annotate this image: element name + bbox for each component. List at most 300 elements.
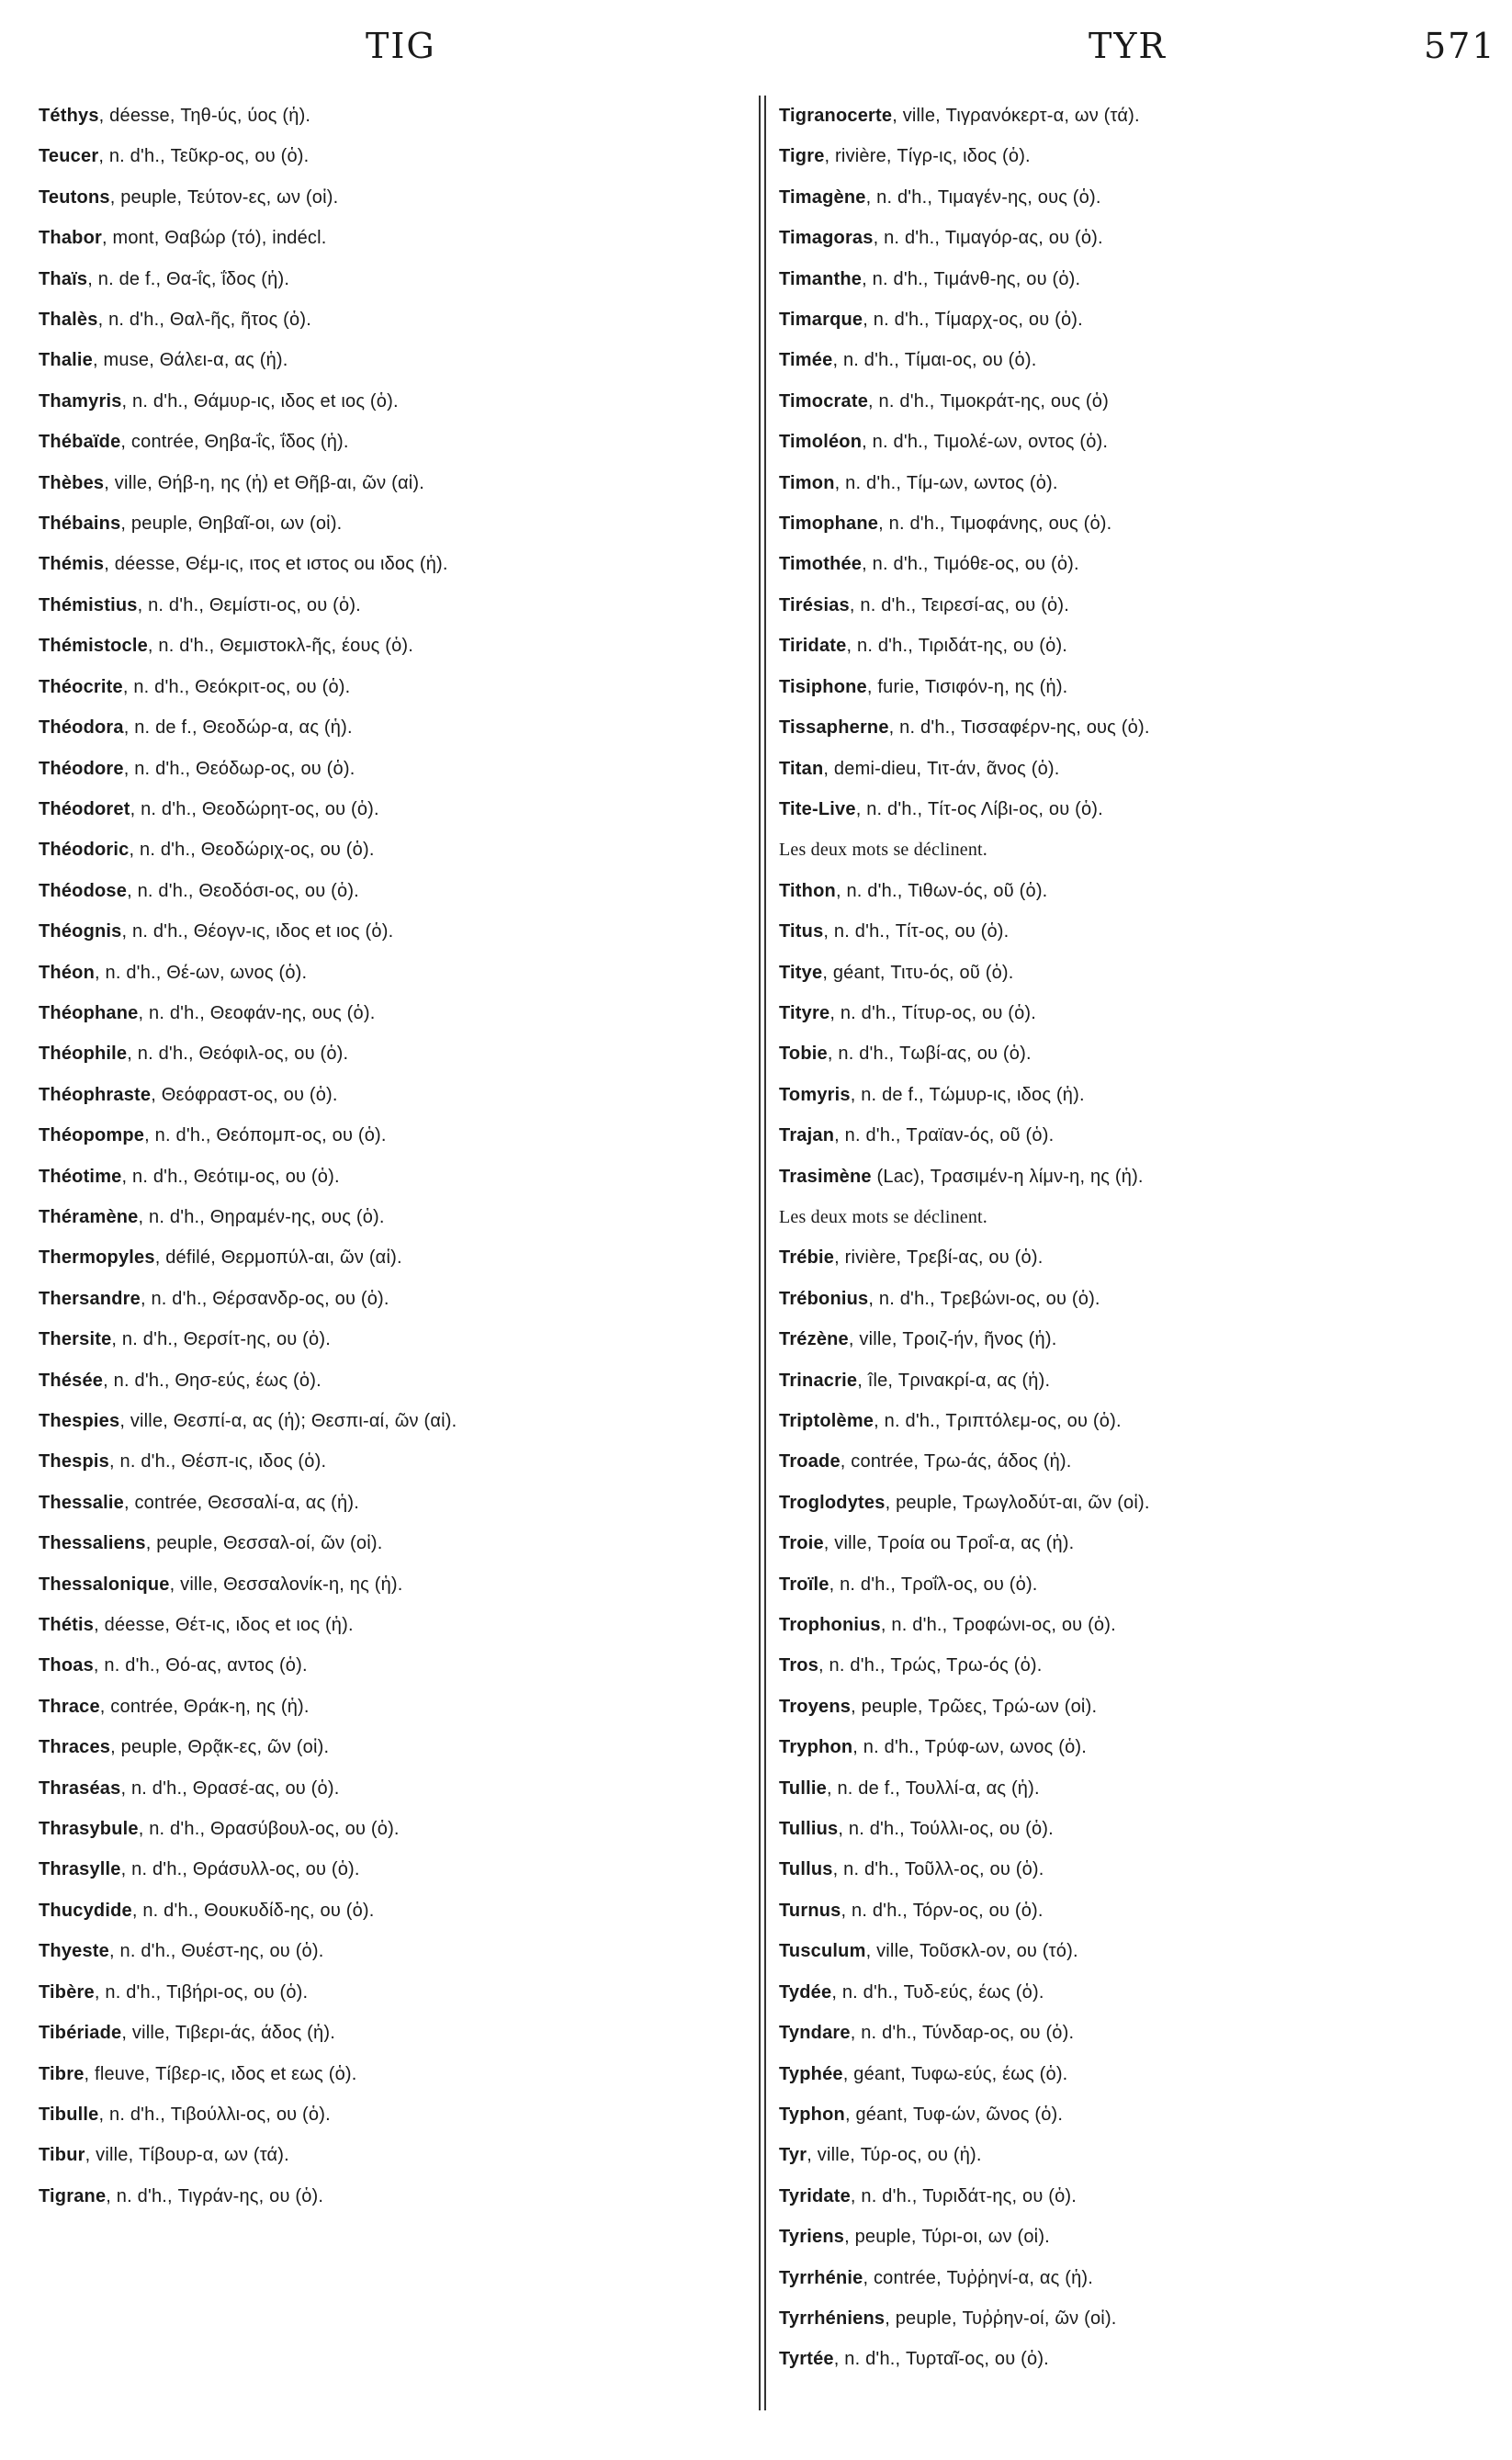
entry-definition: , n. d'h., Θουκυδίδ-ης, ου (ὁ). (131, 1900, 375, 1921)
dictionary-entry (779, 1483, 1495, 1523)
dictionary-entry (779, 1401, 1495, 1441)
dictionary-entry (779, 1768, 1495, 1809)
right-column (779, 96, 1495, 2380)
dictionary-entry (39, 1727, 755, 1767)
entry-definition: , n. d'h., Τύνδαρ-ος, ου (ὁ). (850, 2023, 1075, 2044)
entry-definition: , n. d'h., Τίμαι-ος, ου (ὁ). (832, 350, 1037, 371)
entry-headword: Troade (779, 1451, 841, 1473)
dictionary-entry (39, 993, 755, 1033)
dictionary-entry (39, 667, 755, 707)
entry-headword: Tigranocerte (779, 106, 893, 126)
entry-headword: Timoléon (779, 432, 863, 453)
entry-definition: , ville, Τιγρανόκερτ-α, ων (τά). (892, 106, 1140, 126)
entry-headword: Tullius (779, 1819, 839, 1840)
entry-definition: , n. d'h., Τειρεσί-ας, ου (ὁ). (849, 594, 1069, 615)
entry-headword: Tityre (779, 1002, 830, 1023)
dictionary-entry (39, 749, 755, 789)
entry-headword: Thraces (39, 1737, 111, 1758)
entry-headword: Tomyris (779, 1084, 851, 1105)
entry-headword: Tullie (779, 1777, 827, 1799)
entry-definition: , n. d'h., Θεμίστι-ος, ου (ὁ). (137, 594, 361, 615)
entry-headword: Thucydide (39, 1900, 132, 1921)
entry-headword: Théodore (39, 758, 124, 779)
entry-definition: , n. d'h., Τιβήρι-ος, ου (ὁ). (94, 1981, 309, 2003)
entry-definition: , déesse, Θέτ-ις, ιδος et ιος (ἡ). (94, 1615, 354, 1636)
entry-note (779, 829, 1495, 870)
dictionary-entry (39, 1890, 755, 1931)
entry-definition: , n. d'h., Τρεβώνι-ος, ου (ὁ). (868, 1288, 1100, 1309)
dictionary-entry (779, 299, 1495, 340)
dictionary-entry (39, 259, 755, 299)
entry-headword: Teucer (39, 146, 99, 167)
dictionary-entry (39, 136, 755, 176)
entry-definition: , rivière, Τίγρ-ις, ιδος (ὁ). (824, 146, 1031, 167)
entry-definition: , déesse, Τηθ-ύς, ύος (ἡ). (98, 106, 311, 126)
entry-definition: , n. d'h., Θεόκριτ-ος, ου (ὁ). (122, 676, 351, 697)
entry-definition: , n. d'h., Θερσίτ-ης, ου (ὁ). (111, 1329, 331, 1350)
entry-headword: Thébaïde (39, 432, 121, 453)
entry-headword: Thermopyles (39, 1247, 155, 1269)
entry-headword: Timagoras (779, 228, 874, 249)
entry-definition: , n. d'h., Θέογν-ις, ιδος et ιος (ὁ). (121, 921, 394, 942)
entry-definition: , contrée, Θηβα-ΐς, ΐδος (ἡ). (120, 432, 349, 453)
entry-headword: Thrace (39, 1696, 100, 1717)
dictionary-entry (39, 1157, 755, 1197)
entry-headword: Tite-Live (779, 798, 856, 819)
dictionary-entry (779, 544, 1495, 584)
entry-headword: Thespis (39, 1451, 109, 1473)
dictionary-entry (779, 1523, 1495, 1563)
dictionary-entry (779, 1237, 1495, 1278)
dictionary-entry (39, 381, 755, 422)
dictionary-entry (779, 1687, 1495, 1727)
entry-headword: Teutons (39, 186, 110, 208)
dictionary-entry (779, 1605, 1495, 1645)
entry-definition: , ville, Θήβ-η, ης (ἡ) et Θῆβ-αι, ῶν (αἱ). (104, 472, 424, 493)
dictionary-entry (39, 2013, 755, 2053)
entry-headword: Thabor (39, 228, 102, 249)
entry-headword: Tyriens (779, 2227, 845, 2248)
entry-definition: , n. d'h., Θρασύβουλ-ος, ου (ὁ). (138, 1819, 400, 1840)
entry-headword: Typhée (779, 2063, 843, 2084)
entry-headword: Tros (779, 1655, 819, 1676)
entry-definition: , mont, Θαβώρ (τό), indécl. (101, 228, 327, 249)
dictionary-entry (39, 1564, 755, 1605)
entry-headword: Tibère (39, 1981, 95, 2003)
dictionary-entry (39, 1360, 755, 1401)
entry-definition: , n. d'h., Θησ-εύς, έως (ὁ). (103, 1370, 322, 1391)
entry-headword: Thalès (39, 310, 98, 331)
entry-definition: , ville, Θεσπί-α, ας (ἡ); Θεσπι-αί, ῶν (αἱ). (119, 1411, 457, 1431)
dictionary-entry (779, 2258, 1495, 2298)
entry-definition: , peuple, Τυῤῥην-οί, ῶν (οἱ). (885, 2308, 1117, 2329)
dictionary-entry (779, 911, 1495, 952)
dictionary-entry (779, 503, 1495, 544)
entry-headword: Théognis (39, 921, 122, 942)
dictionary-entry (39, 96, 755, 136)
entry-headword: Tithon (779, 880, 836, 901)
dictionary-entry (39, 1483, 755, 1523)
dictionary-entry (39, 299, 755, 340)
entry-definition: , n. d'h., Τρώς, Τρω-ός (ὁ). (818, 1655, 1043, 1676)
entry-definition: , n. d'h., Τεῦκρ-ος, ου (ὁ). (98, 146, 310, 167)
entry-definition: , n. d'h., Τρύφ-ων, ωνος (ὁ). (852, 1737, 1088, 1758)
dictionary-entry (39, 1401, 755, 1441)
entry-definition: , n. d'h., Τίμ-ων, ωντος (ὁ). (834, 472, 1058, 493)
entry-headword: Théramène (39, 1206, 139, 1227)
dictionary-entry (39, 829, 755, 870)
entry-definition: , n. de f., Τώμυρ-ις, ιδος (ἡ). (850, 1084, 1085, 1105)
entry-definition: , n. d'h., Θεμιστοκλ-ῆς, έους (ὁ). (147, 636, 414, 657)
entry-headword: Théocrite (39, 676, 123, 697)
dictionary-entry (39, 1605, 755, 1645)
dictionary-entry (779, 993, 1495, 1033)
entry-definition: , ville, Τύρ-ος, ου (ἡ). (807, 2145, 982, 2166)
dictionary-entry (39, 1033, 755, 1074)
entry-headword: Tryphon (779, 1737, 853, 1758)
entry-definition: , n. d'h., Θεόπομπ-ος, ου (ὁ). (144, 1125, 387, 1146)
entry-definition: , n. d'h., Θεοδώριχ-ος, ου (ὁ). (129, 840, 375, 861)
dictionary-entry (779, 177, 1495, 218)
dictionary-entry (779, 585, 1495, 626)
dictionary-entry (779, 2135, 1495, 2175)
entry-headword: Timon (779, 472, 835, 493)
entry-headword: Tibre (39, 2063, 85, 2084)
entry-headword: Tyndare (779, 2023, 851, 2044)
entry-definition: , n. d'h., Θυέστ-ης, ου (ὁ). (109, 1941, 324, 1962)
dictionary-entry (779, 707, 1495, 748)
dictionary-entry (779, 1727, 1495, 1767)
entry-headword: Tyr (779, 2145, 807, 2166)
dictionary-entry (779, 2094, 1495, 2135)
entry-definition: , peuple, Τρῶες, Τρώ-ων (οἱ). (851, 1696, 1098, 1717)
entry-headword: Troyens (779, 1696, 852, 1717)
entry-note (779, 1197, 1495, 1237)
dictionary-entry (39, 340, 755, 380)
dictionary-entry (39, 1279, 755, 1319)
entry-definition: , géant, Τιτυ-ός, οῦ (ὁ). (822, 962, 1014, 983)
entry-headword: Thèbes (39, 472, 105, 493)
entry-headword: Thoas (39, 1655, 94, 1676)
dictionary-entry (779, 749, 1495, 789)
entry-headword: Tusculum (779, 1941, 866, 1962)
entry-definition: , n. d'h., Τυδ-εύς, έως (ὁ). (831, 1981, 1044, 2003)
dictionary-entry (779, 136, 1495, 176)
entry-headword: Thrasylle (39, 1859, 121, 1880)
dictionary-entry (39, 1809, 755, 1849)
entry-definition: , n. d'h., Τίτ-ος, ου (ὁ). (823, 921, 1010, 942)
entry-definition: , n. d'h., Τροφώνι-ος, ου (ὁ). (880, 1615, 1116, 1636)
dictionary-entry (779, 953, 1495, 993)
entry-definition: , n. d'h., Τριπτόλεμ-ος, ου (ὁ). (874, 1411, 1122, 1431)
entry-definition: , n. d'h., Θάμυρ-ις, ιδος et ιος (ὁ). (121, 390, 399, 412)
entry-definition: , n. d'h., Τωβί-ας, ου (ὁ). (827, 1044, 1032, 1065)
entry-headword: Tyrrhéniens (779, 2308, 886, 2329)
entry-definition: , peuple, Θεσσαλ-οί, ῶν (οἱ). (145, 1533, 383, 1554)
dictionary-entry (39, 422, 755, 462)
entry-headword: Timophane (779, 513, 879, 535)
entry-headword: Tiridate (779, 636, 847, 657)
entry-definition: , n. d'h., Τροΐλ-ος, ου (ὁ). (829, 1574, 1038, 1595)
entry-headword: Titan (779, 758, 824, 779)
entry-definition: , Θεόφραστ-ος, ου (ὁ). (151, 1084, 338, 1105)
entry-definition: , n. d'h., Τιμοκράτ-ης, ους (ὁ) (868, 390, 1109, 412)
entry-headword: Timarque (779, 310, 863, 331)
entry-headword: Troïle (779, 1574, 829, 1595)
dictionary-entry (779, 2217, 1495, 2257)
dictionary-entry (779, 422, 1495, 462)
entry-headword: Tobie (779, 1044, 828, 1065)
dictionary-entry (39, 218, 755, 258)
entry-headword: Thessaliens (39, 1533, 146, 1554)
entry-headword: Tirésias (779, 594, 850, 615)
entry-definition: , déesse, Θέμ-ις, ιτος et ιστος ou ιδος (ἡ). (104, 554, 448, 575)
dictionary-entry (779, 871, 1495, 911)
entry-definition: , n. d'h., Τιβούλλι-ος, ου (ὁ). (98, 2104, 331, 2125)
dictionary-entry (779, 1319, 1495, 1360)
entry-headword: Titus (779, 921, 824, 942)
dictionary-entry (779, 1972, 1495, 2013)
entry-definition: , ville, Τιβερι-άς, άδος (ἡ). (121, 2023, 335, 2044)
dictionary-entry (39, 1237, 755, 1278)
dictionary-entry (779, 667, 1495, 707)
running-head-left: TIG (366, 26, 436, 66)
dictionary-entry (39, 1197, 755, 1237)
entry-definition: , n. d'h., Θεόδωρ-ος, ου (ὁ). (123, 758, 355, 779)
dictionary-entry (39, 1687, 755, 1727)
dictionary-entry (779, 2013, 1495, 2053)
entry-headword: Thébains (39, 513, 121, 535)
entry-headword: Tigre (779, 146, 825, 167)
entry-definition: , n. d'h., Θαλ-ῆς, ῆτος (ὁ). (97, 310, 311, 331)
dictionary-entry (779, 1115, 1495, 1156)
entry-headword: Trajan (779, 1125, 835, 1146)
entry-definition: , n. d'h., Τιμόθε-ος, ου (ὁ). (862, 554, 1079, 575)
entry-definition: , peuple, Θρᾷκ-ες, ῶν (οἱ). (110, 1737, 330, 1758)
left-column (39, 96, 755, 2217)
entry-headword: Troie (779, 1533, 824, 1554)
entry-headword: Tullus (779, 1859, 833, 1880)
entry-headword: Thespies (39, 1411, 120, 1431)
dictionary-entry (39, 1075, 755, 1115)
dictionary-entry (779, 259, 1495, 299)
entry-headword: Thersite (39, 1329, 112, 1350)
running-head-right: TYR (1089, 26, 1168, 66)
entry-definition: Les deux mots se déclinent. (779, 840, 988, 861)
entry-definition: , n. d'h., Τοῦλλ-ος, ου (ὁ). (832, 1859, 1044, 1880)
entry-headword: Thyeste (39, 1941, 109, 1962)
dictionary-entry (779, 218, 1495, 258)
entry-headword: Timocrate (779, 390, 869, 412)
entry-headword: Théopompe (39, 1125, 145, 1146)
entry-definition: , n. d'h., Τισσαφέρν-ης, ους (ὁ). (888, 717, 1150, 739)
entry-headword: Thémistius (39, 594, 138, 615)
dictionary-entry (779, 626, 1495, 666)
entry-headword: Tydée (779, 1981, 832, 2003)
dictionary-entry (779, 789, 1495, 829)
dictionary-entry (779, 463, 1495, 503)
entry-definition: , n. d'h., Θηραμέν-ης, ους (ὁ). (138, 1206, 385, 1227)
entry-definition: , n. d'h., Τιμαγόρ-ας, ου (ὁ). (873, 228, 1103, 249)
entry-headword: Théodose (39, 880, 128, 901)
page-number: 571 (1424, 26, 1496, 66)
entry-definition: , contrée, Τυῤῥηνί-α, ας (ἡ). (863, 2267, 1094, 2288)
entry-headword: Thraséas (39, 1777, 121, 1799)
entry-definition: , défilé, Θερμοπύλ-αι, ῶν (αἱ). (154, 1247, 402, 1269)
entry-headword: Thaïs (39, 268, 88, 289)
entry-headword: Tibur (39, 2145, 85, 2166)
entry-definition: , peuple, Θηβαῖ-οι, ων (οἱ). (120, 513, 343, 535)
entry-definition: , n. d'h., Τιμαγέν-ης, ους (ὁ). (865, 186, 1101, 208)
entry-headword: Tibulle (39, 2104, 99, 2125)
entry-headword: Timée (779, 350, 833, 371)
entry-headword: Typhon (779, 2104, 845, 2125)
dictionary-entry (39, 911, 755, 952)
dictionary-entry (779, 1157, 1495, 1197)
dictionary-entry (779, 1890, 1495, 1931)
entry-headword: Théophile (39, 1044, 128, 1065)
entry-headword: Titye (779, 962, 823, 983)
dictionary-entry (39, 1319, 755, 1360)
entry-headword: Timanthe (779, 268, 863, 289)
dictionary-entry (39, 789, 755, 829)
dictionary-entry (39, 177, 755, 218)
entry-definition: , n. d'h., Τόρν-ος, ου (ὁ). (841, 1900, 1044, 1921)
entry-headword: Trinacrie (779, 1370, 858, 1391)
dictionary-entry (779, 1809, 1495, 1849)
dictionary-entry (39, 2094, 755, 2135)
entry-headword: Théotime (39, 1166, 122, 1187)
entry-definition: , île, Τρινακρί-α, ας (ἡ). (857, 1370, 1051, 1391)
entry-definition: , n. d'h., Θέ-ων, ωνος (ὁ). (95, 962, 308, 983)
entry-headword: Tyrrhénie (779, 2267, 863, 2288)
dictionary-entry (779, 96, 1495, 136)
entry-definition: , n. de f., Θα-ΐς, ΐδος (ἡ). (87, 268, 290, 289)
dictionary-entry (779, 2339, 1495, 2379)
entry-definition: , contrée, Τρω-άς, άδος (ἡ). (840, 1451, 1072, 1473)
entry-definition: (Lac), Τρασιμέν-η λίμν-η, ης (ἡ). (871, 1166, 1144, 1187)
entry-definition: , n. de f., Τουλλί-α, ας (ἡ). (826, 1777, 1040, 1799)
dictionary-entry (39, 1115, 755, 1156)
entry-headword: Thamyris (39, 390, 122, 412)
entry-definition: , n. d'h., Τιριδάτ-ης, ου (ὁ). (846, 636, 1068, 657)
entry-definition: , peuple, Τύρι-οι, ων (οἱ). (844, 2227, 1050, 2248)
entry-headword: Théon (39, 962, 95, 983)
entry-headword: Thessalie (39, 1492, 124, 1513)
entry-definition: , rivière, Τρεβί-ας, ου (ὁ). (834, 1247, 1044, 1269)
entry-definition: Les deux mots se déclinent. (779, 1206, 988, 1227)
dictionary-entry (39, 463, 755, 503)
entry-definition: , n. d'h., Τιμοφάνης, ους (ὁ). (878, 513, 1112, 535)
entry-headword: Trézène (779, 1329, 849, 1350)
entry-headword: Trasimène (779, 1166, 872, 1187)
entry-headword: Turnus (779, 1900, 841, 1921)
dictionary-entry (779, 381, 1495, 422)
dictionary-entry (779, 1441, 1495, 1482)
entry-definition: , n. d'h., Θέρσανδρ-ος, ου (ὁ). (140, 1288, 389, 1309)
entry-definition: , n. d'h., Θεοφάν-ης, ους (ὁ). (138, 1002, 376, 1023)
entry-definition: , ville, Τίβουρ-α, ων (τά). (85, 2145, 289, 2166)
entry-headword: Tissapherne (779, 717, 889, 739)
dictionary-entry (39, 503, 755, 544)
dictionary-entry (779, 2054, 1495, 2094)
entry-definition: , n. d'h., Τούλλι-ος, ου (ὁ). (838, 1819, 1054, 1840)
entry-headword: Thalie (39, 350, 93, 371)
entry-headword: Tibériade (39, 2023, 122, 2044)
entry-headword: Triptolème (779, 1411, 874, 1431)
entry-headword: Timagène (779, 186, 866, 208)
entry-definition: , géant, Τυφω-εύς, έως (ὁ). (842, 2063, 1068, 2084)
entry-headword: Théodoret (39, 798, 130, 819)
dictionary-entry (39, 1645, 755, 1686)
dictionary-entry (779, 1849, 1495, 1890)
entry-headword: Thétis (39, 1615, 95, 1636)
entry-headword: Tyrtée (779, 2349, 834, 2370)
entry-definition: , peuple, Τεύτον-ες, ων (οἱ). (109, 186, 339, 208)
dictionary-entry (779, 1033, 1495, 1074)
dictionary-entry (779, 1564, 1495, 1605)
entry-headword: Thersandre (39, 1288, 141, 1309)
entry-headword: Thrasybule (39, 1819, 139, 1840)
entry-headword: Thésée (39, 1370, 104, 1391)
dictionary-entry (39, 871, 755, 911)
dictionary-entry (39, 1523, 755, 1563)
dictionary-entry (39, 1768, 755, 1809)
dictionary-entry (39, 1441, 755, 1482)
entry-headword: Trophonius (779, 1615, 881, 1636)
dictionary-entry (779, 1645, 1495, 1686)
entry-headword: Tigrane (39, 2185, 107, 2206)
entry-definition: , n. d'h., Θό-ας, αντος (ὁ). (93, 1655, 308, 1676)
entry-definition: , n. d'h., Θρασέ-ας, ου (ὁ). (120, 1777, 340, 1799)
entry-definition: , n. d'h., Θεόφιλ-ος, ου (ὁ). (127, 1044, 349, 1065)
entry-headword: Thémis (39, 554, 105, 575)
entry-definition: , géant, Τυφ-ών, ῶνος (ὁ). (844, 2104, 1064, 2125)
entry-definition: , contrée, Θράκ-η, ης (ἡ). (99, 1696, 310, 1717)
entry-definition: , demi-dieu, Τιτ-άν, ᾶνος (ὁ). (823, 758, 1060, 779)
entry-definition: , n. d'h., Θεότιμ-ος, ου (ὁ). (121, 1166, 340, 1187)
entry-definition: , n. d'h., Τίμαρχ-ος, ου (ὁ). (863, 310, 1083, 331)
dictionary-entry (39, 626, 755, 666)
entry-definition: , ville, Τροία ou Τροΐ-α, ας (ἡ). (823, 1533, 1075, 1554)
dictionary-entry (779, 1931, 1495, 1971)
entry-definition: , n. d'h., Τιθων-ός, οῦ (ὁ). (835, 880, 1048, 901)
entry-definition: , n. d'h., Θέσπ-ις, ιδος (ὁ). (108, 1451, 327, 1473)
dictionary-entry (39, 544, 755, 584)
entry-definition: , ville, Τοῦσκλ-ον, ου (τό). (865, 1941, 1078, 1962)
dictionary-entry (39, 953, 755, 993)
entry-definition: , ville, Τροιζ-ήν, ῆνος (ἡ). (848, 1329, 1057, 1350)
entry-definition: , n. d'h., Τιμάνθ-ης, ου (ὁ). (862, 268, 1081, 289)
dictionary-entry (39, 707, 755, 748)
entry-definition: , n. d'h., Τραϊαν-ός, οῦ (ὁ). (834, 1125, 1055, 1146)
dictionary-entry (39, 585, 755, 626)
entry-definition: , furie, Τισιφόν-η, ης (ἡ). (866, 676, 1068, 697)
entry-definition: , n. d'h., Τιμολέ-ων, οντος (ὁ). (862, 432, 1109, 453)
entry-headword: Tisiphone (779, 676, 867, 697)
dictionary-entry (39, 2176, 755, 2217)
entry-headword: Timothée (779, 554, 863, 575)
entry-definition: , n. d'h., Θεοδώρητ-ος, ου (ὁ). (130, 798, 379, 819)
dictionary-entry (779, 1279, 1495, 1319)
entry-headword: Théophraste (39, 1084, 152, 1105)
entry-headword: Téthys (39, 106, 99, 126)
entry-definition: , n. d'h., Τυριδάτ-ης, ου (ὁ). (850, 2185, 1078, 2206)
entry-headword: Tyridate (779, 2185, 851, 2206)
entry-definition: , n. d'h., Τυρταῖ-ος, ου (ὁ). (833, 2349, 1049, 2370)
entry-definition: , n. d'h., Τίτυρ-ος, ου (ὁ). (829, 1002, 1037, 1023)
dictionary-entry (39, 2054, 755, 2094)
